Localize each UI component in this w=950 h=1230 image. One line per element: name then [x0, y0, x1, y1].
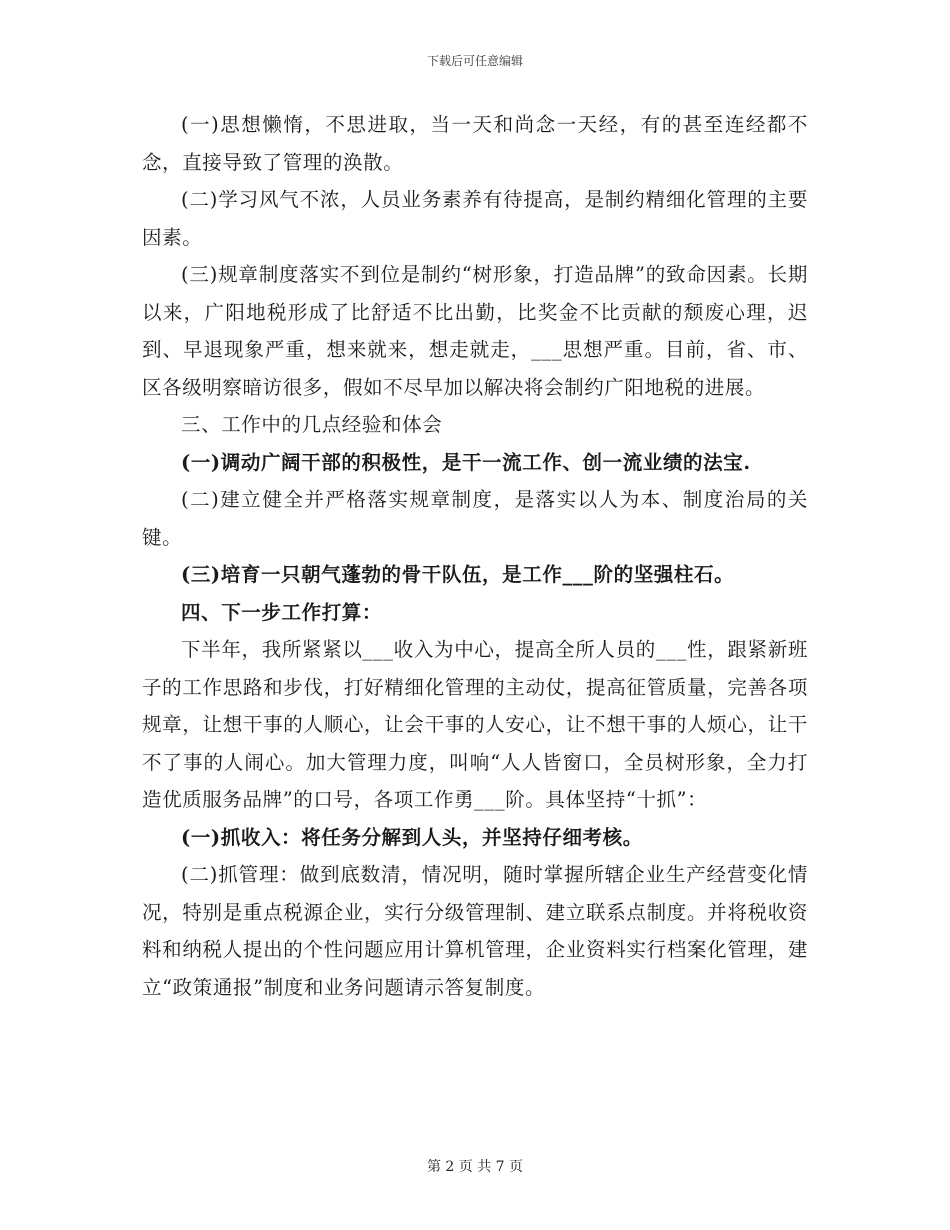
document-body	[142, 106, 808, 1006]
paragraph-3: (三)规章制度落实不到位是制约“树形象，打造品牌”的致命因素。长期以来，广阳地税形成了比舒适不比出勤，比奖金不比贡献的颓废心理，迟到、早退现象严重，想来就来，想走就走，___思想严重。目前，省、市、区各级明察暗访很多，假如不尽早加以解决将会制约广阳地税的进展。	[142, 263, 808, 399]
paragraph-1: (一)思想懒惰，不思进取，当一天和尚念一天经，有的甚至连经都不念，直接导致了管理的涣散。	[142, 113, 808, 174]
paragraph-6: (二)建立健全并严格落实规章制度，是落实以人为本、制度治局的关键。	[142, 488, 808, 549]
paragraph-9: 下半年，我所紧紧以___收入为中心，提高全所人员的___性，跟紧新班子的工作思路和步伐，打好精细化管理的主动仗，提高征管质量，完善各项规章，让想干事的人顺心，让会干事的人安心，让不想干事的人烦心，让干不了事的人闹心。加大管理力度，叫响“人人皆窗口，全员树形象，全力打造优质服务品牌”的口号，各项工作勇___阶。具体坚持“十抓”：	[142, 638, 808, 811]
section-heading-4: 四、下一步工作打算：	[181, 600, 383, 624]
paragraph-7: (三)培育一只朝气蓬勃的骨干队伍，是工作___阶的坚强柱石。	[181, 563, 735, 586]
page-header-note: 下载后可任意编辑	[426, 54, 523, 68]
page-number: 第 2 页 共 7 页	[426, 1159, 524, 1175]
paragraph-10: (一)抓收入：将任务分解到人头，并坚持仔细考核。	[181, 825, 643, 849]
section-heading-3: 三、工作中的几点经验和体会	[181, 413, 443, 436]
paragraph-2: (二)学习风气不浓，人员业务素养有待提高，是制约精细化管理的主要因素。	[142, 188, 808, 249]
paragraph-5: (一)调动广阔干部的积极性，是干一流工作、创一流业绩的法宝.	[181, 450, 751, 474]
paragraph-11: (二)抓管理：做到底数清，情况明，随时掌握所辖企业生产经营变化情况，特别是重点税源企业，实行分级管理制、建立联系点制度。并将税收资料和纳税人提出的个性问题应用计算机管理，企业资料实行档案化管理，建立“政策通报”制度和业务问题请示答复制度。	[142, 863, 808, 999]
